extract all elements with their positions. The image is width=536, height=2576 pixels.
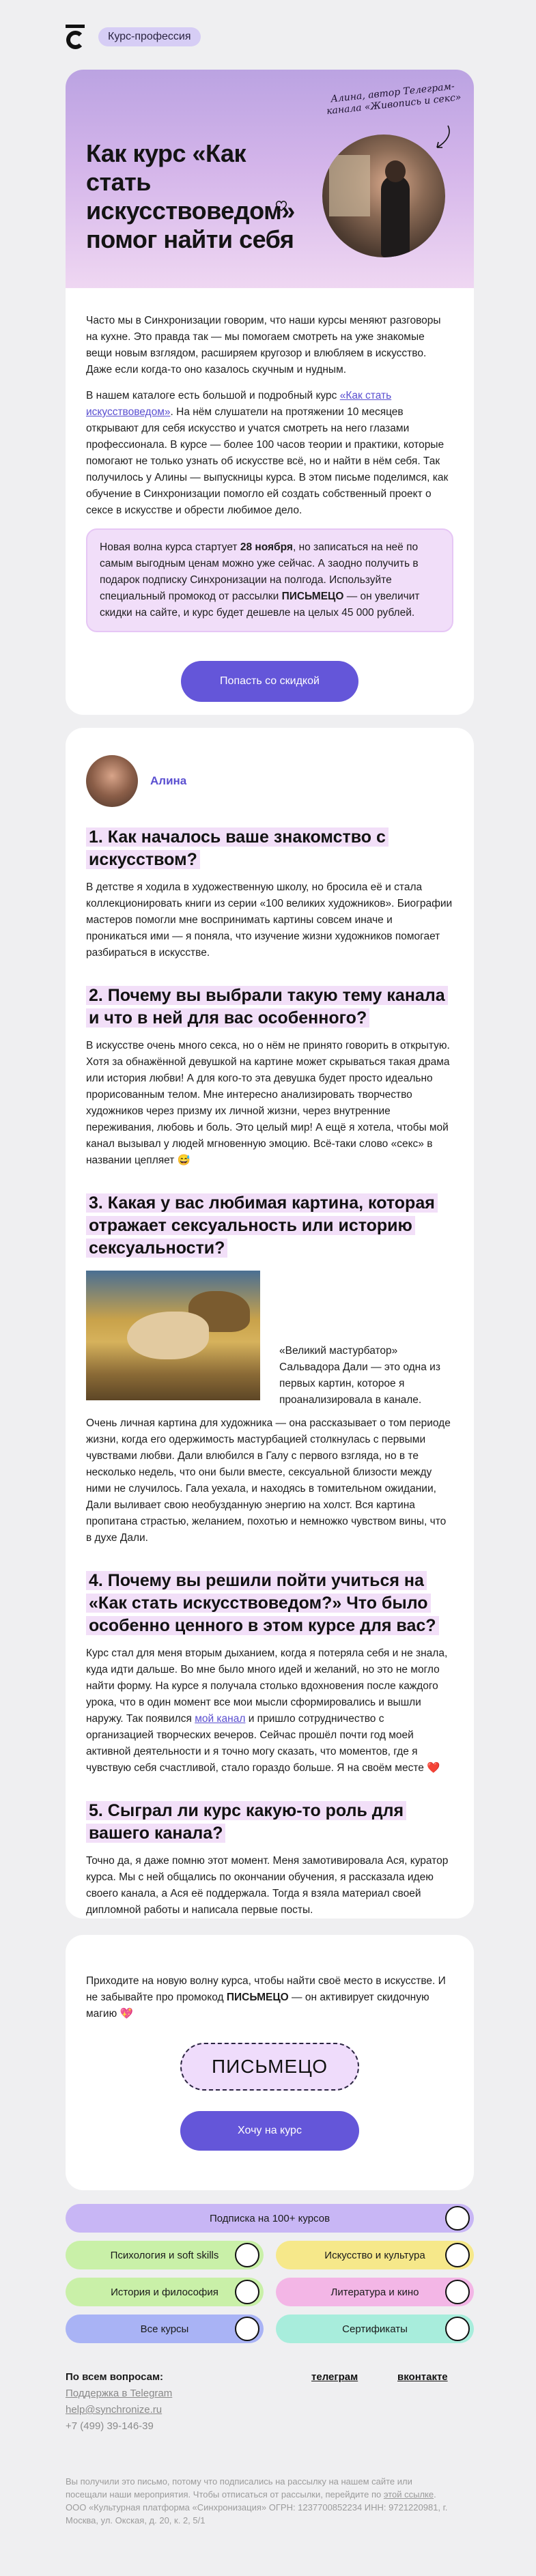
hero-banner <box>66 70 474 288</box>
avatar <box>86 755 138 807</box>
gift-icon <box>445 2317 470 2341</box>
author-block <box>86 755 186 807</box>
intro-card <box>66 70 474 715</box>
promo-code-badge[interactable]: ПИСЬМЕЦО <box>180 2043 359 2091</box>
question-title: 5. Сыграл ли курс какую-то роль для вашего канала? <box>86 1800 453 1845</box>
intro-paragraph-2: В нашем каталоге есть большой и подробный курс «Как стать искусствоведом». На нём слушатели на протяжении 10 месяцев открывают для себя искусство и учатся смотреть на него глазами профессионала. В курсе — более 100 часов теории и практики, которые помогают не только узнать об искусстве всё, но и найти в нём себя. Так получилось у Алины — выпускницы курса. В этом письме поделимся, как обучение в Синхронизации помогло ей создать собственный проект о сексе в искусстве и обрести любимое дело. <box>86 390 449 516</box>
question-title: 3. Какая у вас любимая картина, которая отражает сексуальность или историю сексуальности? <box>86 1192 453 1260</box>
hero-handwritten-caption: Алина, автор Телеграм-канала «Живопись и секс» <box>326 81 462 117</box>
interview-card <box>66 728 474 1919</box>
answer-text: Очень личная картина для художника — она рассказывает о том периоде жизни, когда его одержимость мастурбацией столкнулась с первыми чувствами любви. Дали влюбился в Галу с первого взгляда, но в те несколько недель, что они были вместе, сексуальной близости между ними не случилось. Гала уехала, и находясь в томительном ожидании, Дали выливает свою необузданную энергию на холст. Вся картина пропитана страстью, желанием, похотью и немножко чувством вины, что в духе Дали. <box>86 1417 451 1544</box>
vk-link[interactable]: вконтакте <box>397 2371 448 2383</box>
film-icon <box>445 2280 470 2304</box>
promo-code-inline: ПИСЬМЕЦО <box>281 591 344 602</box>
category-history[interactable]: История и философия <box>66 2278 264 2306</box>
course-type-tag: Курс-профессия <box>98 27 201 46</box>
heart-doodle-icon <box>274 198 289 213</box>
support-link[interactable]: Поддержка в Telegram <box>66 2388 173 2399</box>
category-psychology[interactable]: Психология и soft skills <box>66 2241 264 2269</box>
intro-paragraph: Часто мы в Синхронизации говорим, что наши курсы меняют разговоры на кухне. Это правда так — мы помогаем смотреть на уже знакомые вещи новым взглядом, расширяем кругозор и влюбляем в искусство. Даже если когда-то оно казалось скучным и нудным. <box>86 315 441 376</box>
promo-box: Новая волна курса стартует 28 ноября, но записаться на неё по самым выгодным ценам можно уже сейчас. А заодно получить в подарок подписку Синхронизации на полгода. Используйте специальный промокод от рассылки ПИСЬМЕЦО — он увеличит скидки на сайте, и курс будет дешевле на целых 45 000 рублей. <box>86 528 453 632</box>
category-certificates[interactable]: Сертификаты <box>276 2315 474 2343</box>
question-4 <box>66 1570 474 1777</box>
unsubscribe-link[interactable]: этой ссылке <box>383 2489 434 2500</box>
question-title: 1. Как началось ваше знакомство с искусством? <box>86 826 453 871</box>
telegram-link[interactable]: телеграм <box>311 2371 358 2383</box>
question-2 <box>66 985 474 1169</box>
answer-text: В искусстве очень много секса, но о нём не принято говорить в открытую. Хотя за обнажённой девушкой на картине может скрываться такая драма или история любви! А для кого-то эта девушка будет просто идеально прорисованным телом. Мне интересно анализировать творчество художников через призму их личной жизни, через внутренние переживания, любовь и боль. Это целый мир! А ещё я хотела, чтобы мой канал вызывал у людей мгновенную эмоцию. Всё-таки слово «секс» в названии цепляет 😅 <box>86 1040 450 1166</box>
brain-icon <box>235 2243 259 2267</box>
synchronize-logo[interactable] <box>66 25 86 49</box>
category-literature[interactable]: Литература и кино <box>276 2278 474 2306</box>
closing-card <box>66 1935 474 2190</box>
category-all-courses[interactable]: Все курсы <box>66 2315 264 2343</box>
arrow-doodle-icon <box>427 124 455 152</box>
book-icon <box>235 2280 259 2304</box>
question-title: 4. Почему вы решили пойти учиться на «Как стать искусствоведом?» Что было особенно ценного в этом курсе для вас? <box>86 1570 453 1637</box>
question-1 <box>66 826 474 961</box>
course-start-date: 28 ноября <box>240 541 293 553</box>
discount-button[interactable]: Попасть со скидкой <box>181 661 358 702</box>
question-3 <box>66 1192 474 1546</box>
closing-text: Приходите на новую волну курса, чтобы найти своё место в искусстве. И не забывайте про промокод ПИСЬМЕЦО — он активирует скидочную магию 💖 <box>86 1975 446 2020</box>
email-link[interactable]: help@synchronize.ru <box>66 2404 163 2416</box>
answer-text: В детстве я ходила в художественную школу, но бросила её и стала коллекционировать книги из серии «100 великих художников». Биографии мастеров помогли мне воспринимать картины совсем иначе и проникаться ими — я поняла, что изучение жизни художников помогает разбираться в искусстве. <box>86 881 453 959</box>
course-link[interactable]: «Как стать искусствоведом» <box>86 390 392 418</box>
footer-title: По всем вопросам: <box>66 2371 164 2383</box>
phone-number[interactable]: +7 (499) 39-146-39 <box>66 2420 154 2432</box>
legal-text: Вы получили это письмо, потому что подписались на рассылку на нашем сайте или посещали наши мероприятия. Чтобы отписаться от рассылки, перейдите по этой ссылке. ООО «Культурная платформа «Синхронизация» ОГРН: 1237700852234 ИНН: 9721220981, г. Москва, ул. Окская, д. 20, к. 2, 5/1 <box>66 2476 448 2525</box>
reading-icon <box>445 2206 470 2231</box>
intro-text <box>66 288 474 519</box>
question-5 <box>66 1800 474 1919</box>
hero-title: Как курс «Как стать искусствоведом» помог найти себя <box>86 139 295 253</box>
promo-code-inline: ПИСЬМЕЦО <box>226 1992 289 2003</box>
author-photo <box>322 135 445 257</box>
header <box>66 23 475 51</box>
answer-text: Курс стал для меня вторым дыханием, когда я потеряла себя и не знала, куда идти дальше. Во мне было много идей и желаний, но это не могло найти форму. На курсе я получала столько вдохновения после каждого урока, что в один момент все мои мысли сформировались и вышли наружу. Так появился мой канал и пришло сотрудничество с организацией творческих вечеров. Сейчас прошёл почти год моей активной деятельности и я точно могу сказать, что моментов, где я чувствую себя счастливой, стало гораздо больше. Я на своём месте ❤️ <box>86 1647 448 1774</box>
portrait-icon <box>445 2243 470 2267</box>
face-icon <box>235 2317 259 2341</box>
painting-caption: «Великий мастурбатор» Сальвадора Дали — это одна из первых картин, которое я проанализировала в канале. <box>279 1345 440 1406</box>
company-info: ООО «Культурная платформа «Синхронизация» ОГРН: 1237700852234 ИНН: 9721220981, г. Москва, ул. Окская, д. 20, к. 2, 5/1 <box>66 2502 448 2525</box>
footer <box>66 2369 474 2435</box>
category-art[interactable]: Искусство и культура <box>276 2241 474 2269</box>
question-title: 2. Почему вы выбрали такую тему канала и что в ней для вас особенного? <box>86 985 453 1030</box>
painting-image <box>86 1271 260 1400</box>
author-name: Алина <box>150 774 187 787</box>
want-course-button[interactable]: Хочу на курс <box>180 2111 359 2151</box>
category-subscription[interactable]: Подписка на 100+ курсов <box>66 2204 474 2233</box>
answer-text: Точно да, я даже помню этот момент. Меня замотивировала Ася, куратор курса. Мы с ней общались по окончании обучения, я рассказала идею своего канала, а Ася её поддержала. Тогда я взяла материал своей дипломной работы и написала первые посты. <box>86 1855 449 1916</box>
channel-link[interactable]: мой канал <box>195 1713 246 1725</box>
